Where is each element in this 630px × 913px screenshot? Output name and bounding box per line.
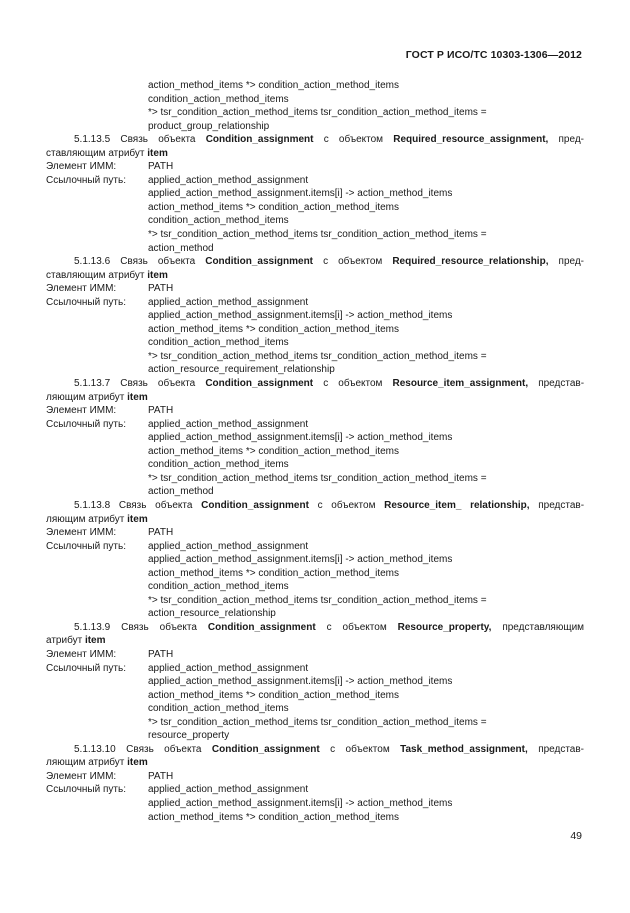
path-line: action_method_items *> condition_action_method_items [148,445,399,457]
section-text: представ- [538,499,584,511]
path-line: *> tsr_condition_action_method_items tsr_condition_action_method_items = [148,229,487,241]
section-heading-continuation [46,513,584,527]
element-row [46,770,584,784]
page-number: 49 [570,830,582,842]
reference-path-label: Ссылочный путь: [46,418,126,430]
section [46,133,584,255]
element-row [46,648,584,662]
section-text: представляющим [502,621,584,633]
path-line: condition_action_method_items [148,93,289,105]
section [46,499,584,621]
path-line: applied_action_method_assignment [148,174,309,186]
path-line: applied_action_method_assignment [148,662,309,674]
section-text: пред- [558,256,584,268]
section-heading-continuation [46,269,584,283]
top-path-lines [46,79,584,133]
section [46,621,584,743]
target-entity-name: Resource_item_ relationship, [384,499,530,511]
attribute-name: item [147,147,168,159]
reference-path-row [46,540,584,554]
path-line: *> tsr_condition_action_method_items tsr_condition_action_method_items = [148,350,487,362]
section [46,743,584,824]
document-header: ГОСТ Р ИСО/ТС 10303-1306—2012 [405,49,582,61]
element-value: PATH [148,770,174,782]
element-row [46,526,584,540]
reference-path-label: Ссылочный путь: [46,662,126,674]
path-line: applied_action_method_assignment [148,784,309,796]
section-heading-continuation [46,756,584,770]
document-body [46,79,584,824]
reference-path-row [46,174,584,188]
path-line: action_method [148,486,214,498]
path-line: action_method_items *> condition_action_method_items [148,323,399,335]
section-text: ляющим атрибут [46,513,125,525]
path-line: action_method_items *> condition_action_method_items [148,80,399,91]
section-number: 5.1.13.10 [74,743,116,755]
section-heading [46,743,584,757]
path-line: condition_action_method_items [148,581,289,593]
path-line: applied_action_method_assignment [148,296,309,308]
section-text: Связь объекта [120,134,196,146]
attribute-name: item [147,269,168,281]
section-heading [46,621,584,635]
section-text: Связь объекта [126,743,202,755]
path-line: product_group_relationship [148,120,270,132]
path-line: *> tsr_condition_action_method_items tsr_condition_action_method_items = [148,472,487,484]
element-label: Элемент ИММ: [46,648,117,660]
path-line: applied_action_method_assignment [148,540,309,552]
section-text: представ- [538,378,584,390]
path-line: applied_action_method_assignment [148,418,309,430]
element-label: Элемент ИММ: [46,161,117,173]
section [46,377,584,499]
path-line: applied_action_method_assignment.items[i] -> action_method_items [148,310,453,322]
path-line: condition_action_method_items [148,459,289,471]
section-heading-continuation [46,147,584,161]
section-text: ставляющим атрибут [46,147,145,159]
target-entity-name: Task_method_assignment, [400,743,528,755]
section-text: ляющим атрибут [46,391,125,403]
element-value: PATH [148,405,174,417]
path-line: condition_action_method_items [148,337,289,349]
element-row [46,404,584,418]
section-number: 5.1.13.8 [74,499,111,511]
reference-path-row [46,296,584,310]
entity-name: Condition_assignment [211,743,320,755]
reference-path-label: Ссылочный путь: [46,784,126,796]
element-label: Элемент ИММ: [46,283,117,295]
section-text: Связь объекта [118,499,193,511]
attribute-name: item [127,391,148,403]
target-entity-name: Resource_property, [397,621,492,633]
element-row [46,160,584,174]
path-line: resource_property [148,730,230,742]
element-value: PATH [148,283,174,295]
target-entity-name: Required_resource_relationship, [392,256,549,268]
section-heading [46,499,584,513]
section-text: ляющим атрибут [46,757,125,769]
section-text: атрибут [46,635,83,647]
path-line: condition_action_method_items [148,703,289,715]
element-value: PATH [148,161,174,173]
entity-name: Condition_assignment [205,378,314,390]
path-line: applied_action_method_assignment.items[i] -> action_method_items [148,188,453,200]
element-label: Элемент ИММ: [46,405,117,417]
attribute-name: item [127,513,148,525]
section-number: 5.1.13.6 [74,256,111,268]
reference-path-label: Ссылочный путь: [46,540,126,552]
section-number: 5.1.13.7 [74,378,111,390]
entity-name: Condition_assignment [207,621,316,633]
entity-name: Condition_assignment [205,134,314,146]
section-text: Связь объекта [121,621,197,633]
path-line: action_method_items *> condition_action_method_items [148,567,399,579]
section-heading-continuation [46,634,584,648]
element-value: PATH [148,527,174,539]
path-line: applied_action_method_assignment.items[i] -> action_method_items [148,797,453,809]
path-line: applied_action_method_assignment.items[i] -> action_method_items [148,554,453,566]
path-line: action_resource_relationship [148,608,276,620]
section-text: представ- [538,743,584,755]
section [46,255,584,377]
entity-name: Condition_assignment [205,256,314,268]
path-line: action_method_items *> condition_action_method_items [148,689,399,701]
section-heading [46,133,584,147]
section-text: с объектом [330,743,390,755]
section-text: ставляющим атрибут [46,269,145,281]
path-line: action_method_items *> condition_action_method_items [148,811,399,823]
element-row [46,282,584,296]
section-text: с объектом [326,621,387,633]
section-text: с объектом [323,134,384,146]
sections [46,133,584,824]
element-label: Элемент ИММ: [46,527,117,539]
path-line: *> tsr_condition_action_method_items tsr_condition_action_method_items = [148,107,487,119]
path-line: condition_action_method_items [148,215,289,227]
reference-path-row [46,783,584,797]
reference-path-row [46,418,584,432]
section-text: Связь объекта [120,256,196,268]
reference-path-label: Ссылочный путь: [46,174,126,186]
entity-name: Condition_assignment [201,499,309,511]
section-number: 5.1.13.9 [74,621,111,633]
section-heading [46,377,584,391]
target-entity-name: Required_resource_assignment, [393,134,549,146]
section-text: Связь объекта [120,378,196,390]
path-line: action_method [148,242,214,254]
section-heading-continuation [46,391,584,405]
path-line: applied_action_method_assignment.items[i] -> action_method_items [148,432,453,444]
section-text: пред- [558,134,584,146]
section-text: с объектом [323,256,383,268]
path-line: *> tsr_condition_action_method_items tsr_condition_action_method_items = [148,716,487,728]
reference-path-label: Ссылочный путь: [46,296,126,308]
target-entity-name: Resource_item_assignment, [392,378,529,390]
section-number: 5.1.13.5 [74,134,111,146]
element-value: PATH [148,648,174,660]
path-line: *> tsr_condition_action_method_items tsr_condition_action_method_items = [148,594,487,606]
path-line: action_method_items *> condition_action_method_items [148,201,399,213]
attribute-name: item [84,635,106,647]
reference-path-row [46,662,584,676]
attribute-name: item [127,757,148,769]
element-label: Элемент ИММ: [46,770,117,782]
section-heading [46,255,584,269]
section-text: с объектом [323,378,383,390]
section-text: с объектом [317,499,376,511]
path-line: applied_action_method_assignment.items[i] -> action_method_items [148,676,453,688]
path-line: action_resource_requirement_relationship [148,364,335,376]
